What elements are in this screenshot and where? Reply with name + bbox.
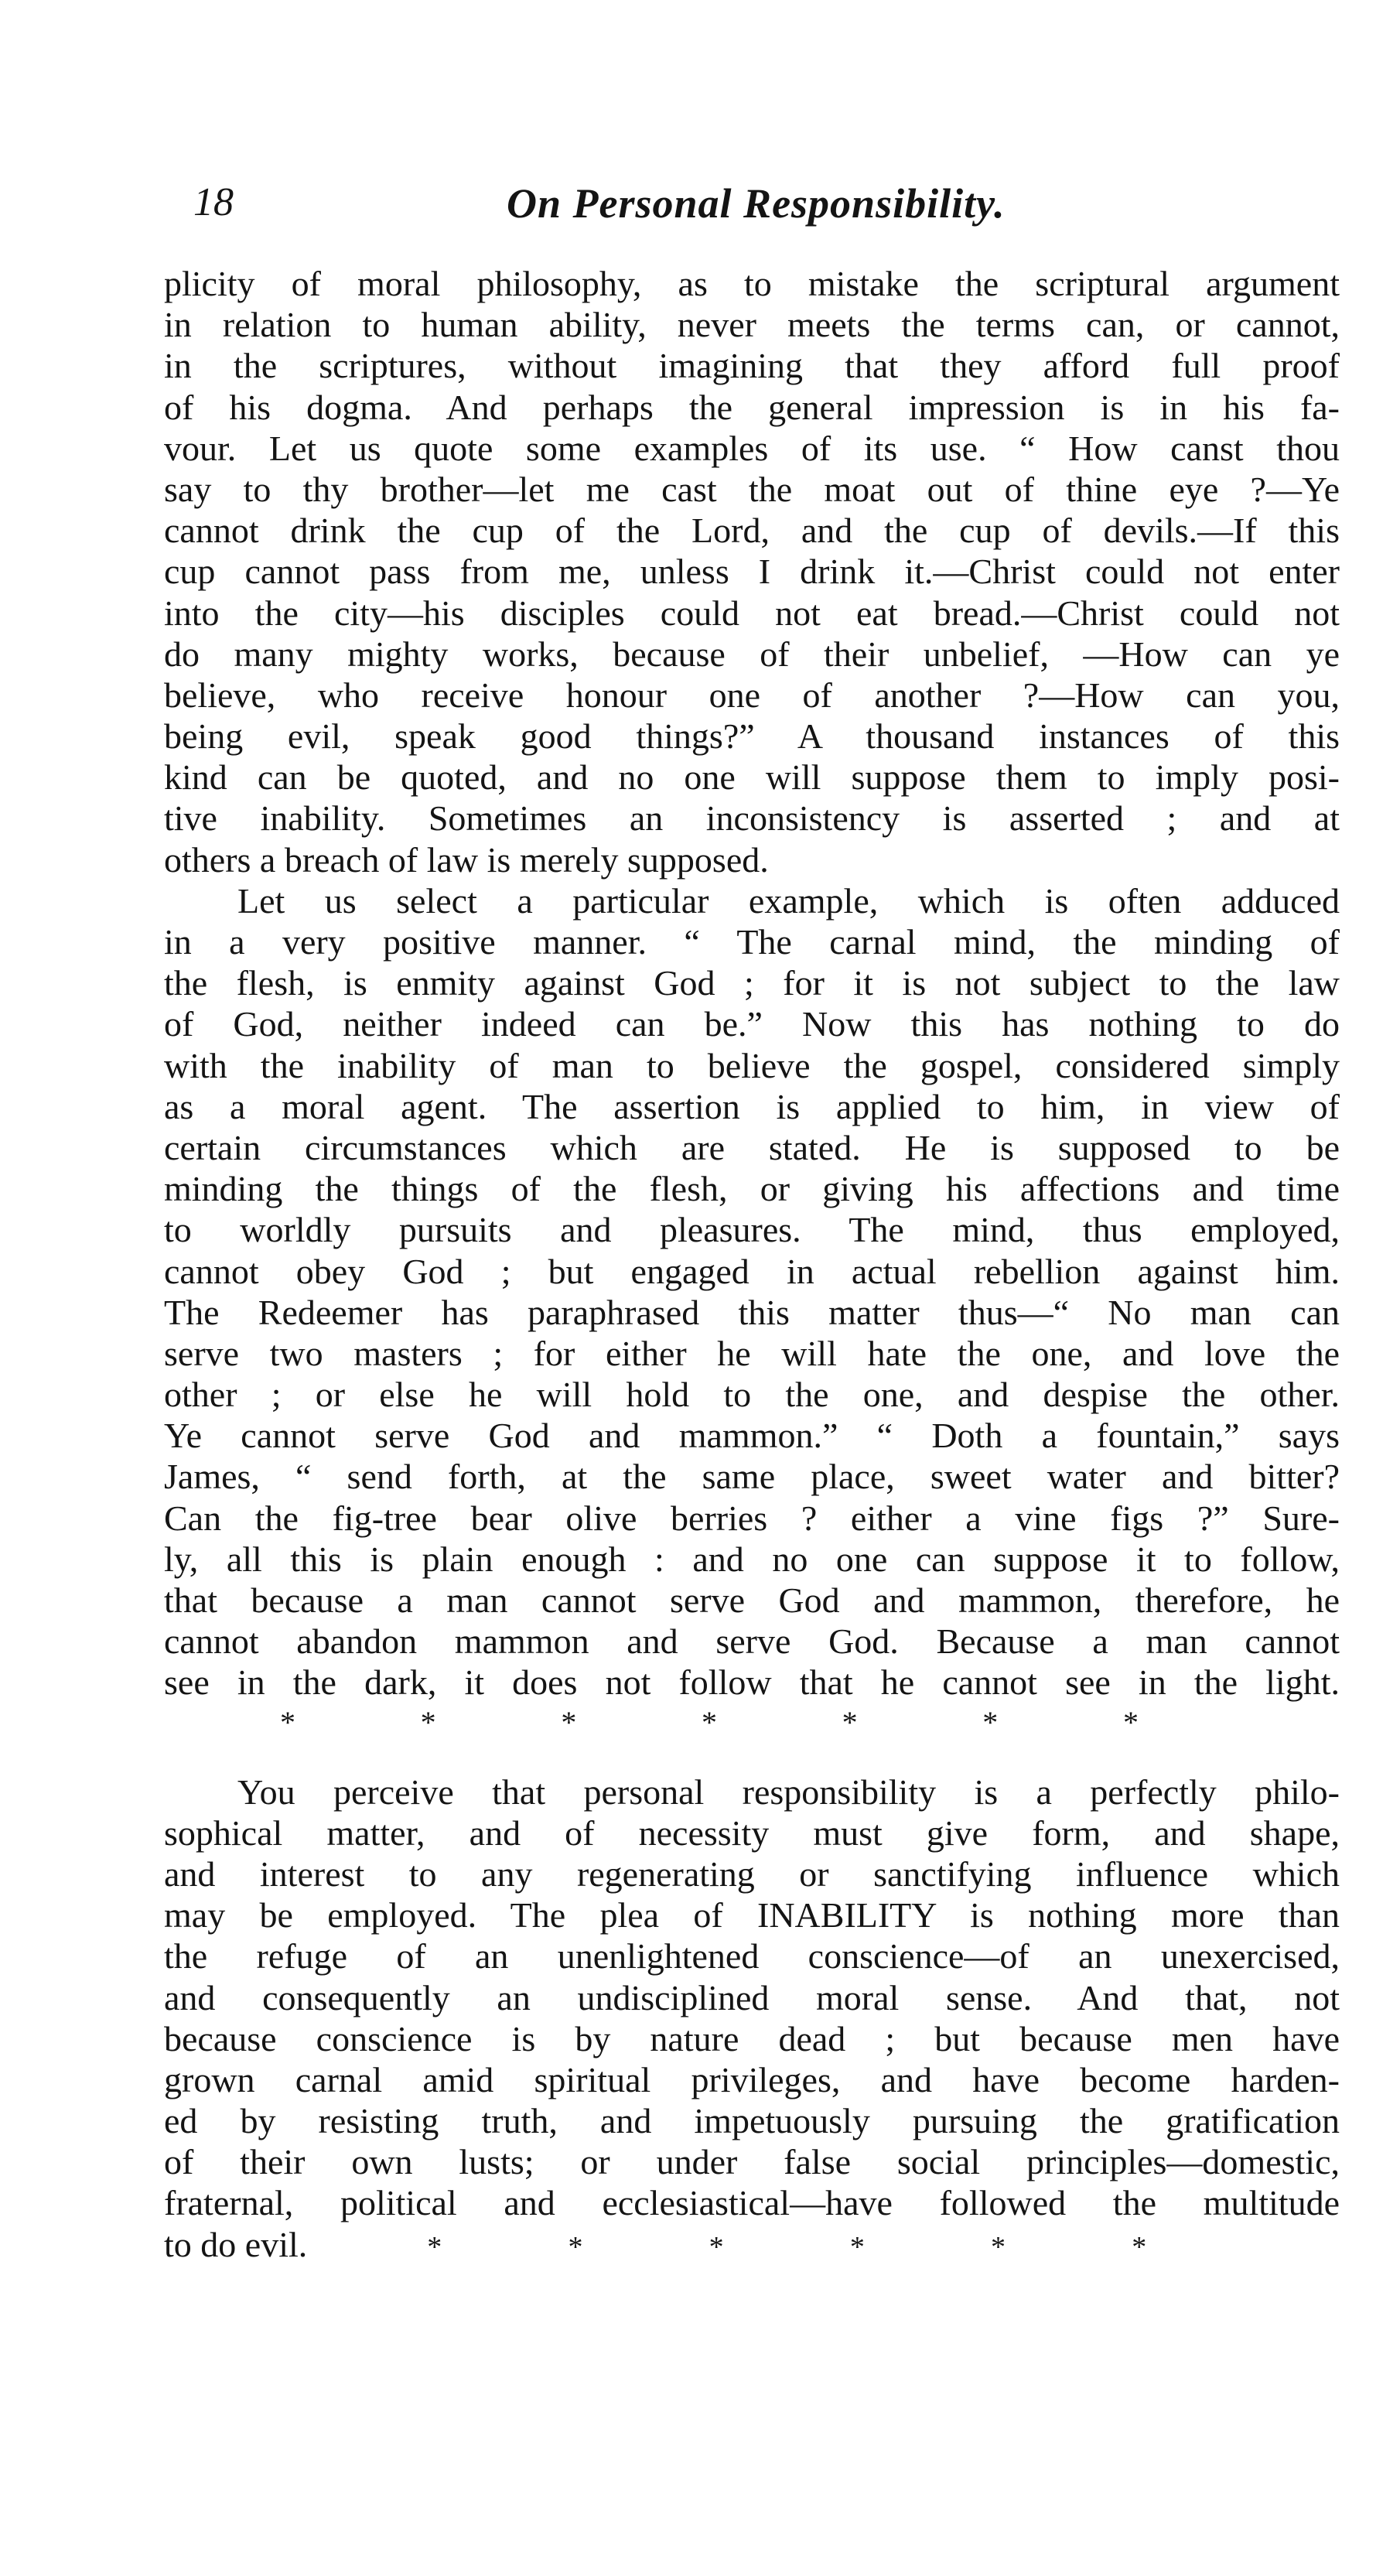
text-line: Ye cannot serve God and mammon.” “ Doth a fountain,” says [164, 1416, 1340, 1456]
text-line: minding the things of the flesh, or giving his affections and time [164, 1169, 1340, 1209]
text-line: of their own lusts; or under false social principles—domestic, [164, 2142, 1340, 2182]
text-line: certain circumstances which are stated. He is supposed to be [164, 1127, 1340, 1167]
text-line: ed by resisting truth, and impetuously pursuing the gratification [164, 2101, 1340, 2141]
text-line: of God, neither indeed can be.” Now this has nothing to do [164, 1004, 1340, 1044]
text-line: to worldly pursuits and pleasures. The mind, thus employed, [164, 1210, 1340, 1250]
text-line: kind can be quoted, and no one will suppose them to imply posi- [164, 757, 1340, 798]
text-line: into the city—his disciples could not eat bread.—Christ could not [164, 593, 1340, 633]
text-line: tive inability. Sometimes an inconsistency is asserted ; and at [164, 798, 1340, 839]
asterisk: * [561, 1704, 577, 1740]
asterisk: * [427, 2230, 442, 2263]
text-line: Let us select a particular example, which is often adduced [237, 880, 1340, 921]
paragraph-2 [164, 880, 1340, 1703]
end-separator [427, 2227, 1146, 2268]
text-line: cup cannot pass from me, unless I drink it.—Christ could not enter [164, 552, 1340, 592]
asterisk: * [1122, 1704, 1139, 1740]
page-number: 18 [193, 180, 234, 224]
paragraph-3 [164, 1771, 1340, 2265]
text-line: other ; or else he will hold to the one, and despise the other. [164, 1375, 1340, 1415]
final-line [164, 2224, 1340, 2265]
text-line: that because a man cannot serve God and mammon, therefore, he [164, 1580, 1340, 1620]
text-line: the refuge of an unenlightened conscience—of an unexercised, [164, 1936, 1340, 1976]
asterisk: * [982, 1704, 999, 1740]
running-title: On Personal Responsibility. [507, 180, 1006, 227]
text-line: do many mighty works, because of their unbelief, —How can ye [164, 634, 1340, 674]
text-line: being evil, speak good things?” A thousand instances of this [164, 716, 1340, 757]
text-line: grown carnal amid spiritual privileges, and have become harden- [164, 2059, 1340, 2099]
text-line: with the inability of man to believe the gospel, considered simply [164, 1045, 1340, 1085]
text-line: The Redeemer has paraphrased this matter thus—“ No man can [164, 1292, 1340, 1332]
text-line: in the scriptures, without imagining that they afford full proof [164, 346, 1340, 386]
page-header [193, 179, 1276, 241]
asterisk: * [568, 2230, 583, 2263]
asterisk: * [1132, 2230, 1147, 2263]
text-line: say to thy brother—let me cast the moat out of thine eye ?—Ye [164, 469, 1340, 509]
text-line: vour. Let us quote some examples of its use. “ How canst thou [164, 428, 1340, 468]
text-line: cannot obey God ; but engaged in actual rebellion against him. [164, 1251, 1340, 1291]
asterisk: * [842, 1704, 858, 1740]
text-line: James, “ send forth, at the same place, sweet water and bitter? [164, 1457, 1340, 1497]
text-line: in relation to human ability, never meets the terms can, or cannot, [164, 305, 1340, 345]
asterisk: * [420, 1704, 436, 1740]
asterisk: * [280, 1704, 295, 1740]
text-line: may be employed. The plea of INABILITY is nothing more than [164, 1895, 1340, 1935]
text-line: believe, who receive honour one of another ?—How can you, [164, 675, 1340, 715]
text-line: You perceive that personal responsibility is a perfectly philo- [237, 1771, 1340, 1812]
text-line: of his dogma. And perhaps the general impression is in his fa- [164, 387, 1340, 427]
text-line: serve two masters ; for either he will hate the one, and love the [164, 1333, 1340, 1373]
text-line: cannot drink the cup of the Lord, and the cup of devils.—If this [164, 511, 1340, 551]
text-line: in a very positive manner. “ The carnal mind, the minding of [164, 922, 1340, 962]
asterisk: * [701, 1704, 717, 1740]
asterisk: * [849, 2230, 865, 2263]
asterisk: * [991, 2230, 1006, 2263]
text-line: Can the fig-tree bear olive berries ? either a vine figs ?” Sure- [164, 1498, 1340, 1538]
text-line: ly, all this is plain enough : and no one can suppose it to follow, [164, 1539, 1340, 1579]
text-line: others a breach of law is merely supposed. [164, 839, 769, 880]
text-line: and interest to any regenerating or sanctifying influence which [164, 1853, 1340, 1894]
text-line: the flesh, is enmity against God ; for it is not subject to the law [164, 963, 1340, 1003]
asterisk: * [709, 2230, 724, 2263]
text-line: and consequently an undisciplined moral sense. And that, not [164, 1977, 1340, 2017]
text-line: fraternal, political and ecclesiastical—have followed the multitude [164, 2183, 1340, 2223]
text-line: cannot abandon mammon and serve God. Because a man cannot [164, 1621, 1340, 1662]
text-line: because conscience is by nature dead ; but because men have [164, 2018, 1340, 2058]
text-line: sophical matter, and of necessity must give form, and shape, [164, 1812, 1340, 1853]
body-text [164, 263, 1340, 2265]
text-line: plicity of moral philosophy, as to mistake the scriptural argument [164, 264, 1340, 303]
paragraph-1 [164, 263, 1340, 880]
text-line: as a moral agent. The assertion is applied to him, in view of [164, 1086, 1340, 1126]
final-text: to do evil. [164, 2224, 308, 2264]
section-separator [280, 1703, 1139, 1750]
text-line: see in the dark, it does not follow that he cannot see in the light. [164, 1662, 1340, 1703]
